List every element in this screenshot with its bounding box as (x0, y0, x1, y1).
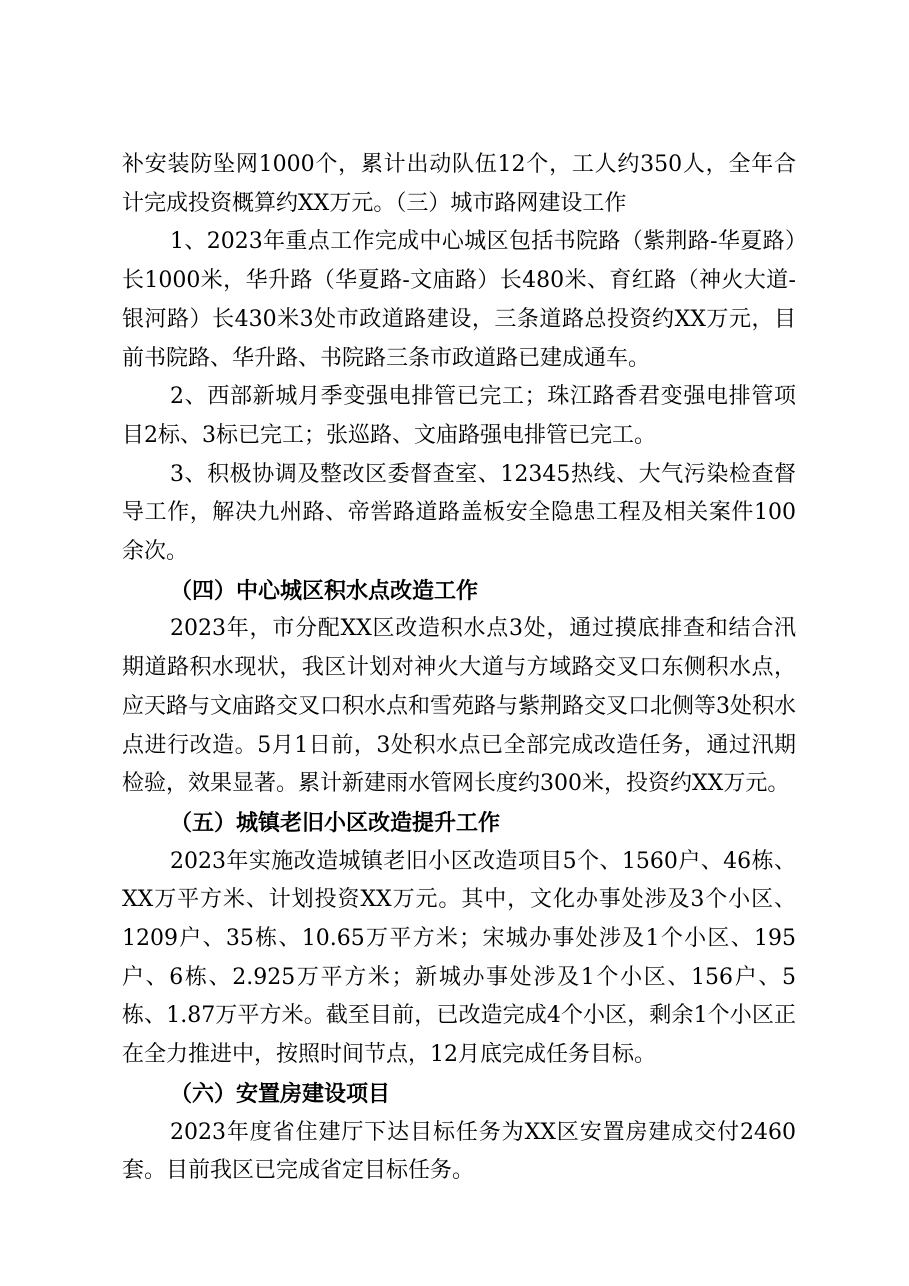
section-heading-waterlogging: （四）中心城区积水点改造工作 (170, 577, 479, 604)
section-heading-old-community: （五）城镇老旧小区改造提升工作 (170, 809, 501, 836)
paragraph-municipal-road-construction: 1、2023年重点工作完成中心城区包括书院路（紫荆路-华夏路）长1000米，华升路（华夏路-文庙路）长480米、育红路（神火大道-银河路）长430米3处市政道路建设，三条道路总投资约XX万元，目前书院路、华升路、书院路三条市政道路已建成通车。 (122, 229, 796, 371)
paragraph-resettlement-housing: 2023年度省住建厅下达目标任务为XX区安置房建成交付2460套。目前我区已完成省定目标任务。 (122, 1119, 796, 1184)
section-heading-resettlement-housing: （六）安置房建设项目 (170, 1080, 391, 1107)
paragraph-power-conduit-works: 2、西部新城月季变强电排管已完工；珠江路香君变强电排管项目2标、3标已完工；张巡路、文庙路强电排管已完工。 (122, 384, 796, 448)
paragraph-safety-net-and-road-network-title: 补安装防坠网1000个，累计出动队伍12个，工人约350人，全年合计完成投资概算约XX万元。（三）城市路网建设工作 (122, 152, 796, 216)
paragraph-coordination-rectification: 3、积极协调及整改区委督查室、12345热线、大气污染检查督导工作，解决九州路、帝喾路道路盖板安全隐患工程及相关案件100余次。 (122, 461, 796, 565)
document-body (122, 146, 796, 1191)
paragraph-old-community-renovation: 2023年实施改造城镇老旧小区改造项目5个、1560户、46栋、XX万平方米、计划投资XX万元。其中，文化办事处涉及3个小区、1209户、35栋、10.65万平方米；宋城办事处涉及1个小区、195户、6栋、2.925万平方米；新城办事处涉及1个小区、156户、5栋、1.87万平方米。截至目前，已改造完成4个小区，剩余1个小区正在全力推进中，按照时间节点，12月底完成任务目标。 (122, 848, 796, 1068)
paragraph-waterlogging-renovation: 2023年，市分配XX区改造积水点3处，通过摸底排查和结合汛期道路积水现状，我区计划对神火大道与方域路交叉口东侧积水点，应天路与文庙路交叉口积水点和雪苑路与紫荆路交叉口北侧等3处积水点进行改造。5月1日前，3处积水点已全部完成改造任务，通过汛期检验，效果显著。累计新建雨水管网长度约300米，投资约XX万元。 (122, 616, 796, 797)
